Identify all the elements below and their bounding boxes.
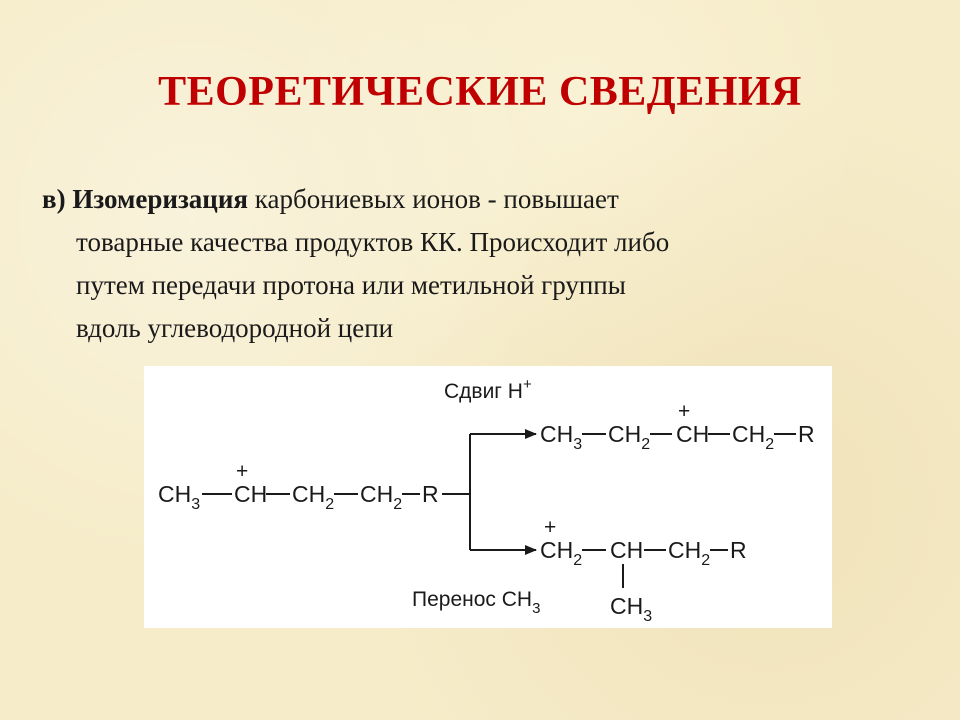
carbocation-charge: + <box>236 460 249 483</box>
carbocation-charge: + <box>678 400 691 423</box>
bottom-ch2a: $CH_2$ <box>540 537 583 569</box>
top-ch2a: $CH_2$ <box>608 421 651 453</box>
reactant-ch2b: $CH_2$ <box>360 481 403 513</box>
paragraph-line-3: путем передачи протона или метильной группы <box>76 270 626 300</box>
reaction-scheme-svg <box>144 366 832 628</box>
slide-title: ТЕОРЕТИЧЕСКИЕ СВЕДЕНИЯ <box>158 69 802 115</box>
reactant-r: R <box>422 481 439 507</box>
reactant-ch: CH <box>234 481 268 507</box>
paragraph-line-4: вдоль углеводородной цепи <box>76 313 394 343</box>
carbocation-charge: + <box>544 516 557 539</box>
bottom-ch: CH <box>610 537 644 563</box>
top-ch2b: $CH_2$ <box>732 421 775 453</box>
body-paragraph <box>42 178 902 350</box>
top-r: R <box>798 421 815 447</box>
reactant-chain <box>158 460 470 513</box>
bottom-branch-ch3: $CH_3$ <box>610 593 653 625</box>
list-marker: в) <box>42 184 66 214</box>
paragraph-line-2: товарные качества продуктов КК. Происходит либо <box>76 227 670 257</box>
reactant-ch2a: $CH_2$ <box>292 481 335 513</box>
top-ch: CH <box>676 421 710 447</box>
top-product-chain <box>540 400 815 453</box>
label-h-shift: Сдвиг H+ <box>444 376 532 403</box>
reactant-ch3: $CH_3$ <box>158 481 201 513</box>
bottom-ch2b: $CH_2$ <box>668 537 711 569</box>
paragraph-line-1 <box>42 178 902 221</box>
bottom-product-chain <box>540 516 747 625</box>
bottom-r: R <box>730 537 747 563</box>
key-term: Изомеризация <box>72 184 249 214</box>
line-1-rest: карбониевых ионов - повышает <box>248 184 619 214</box>
reaction-scheme <box>144 366 832 628</box>
label-methyl-transfer: Перенос $CH_3$ <box>412 588 541 617</box>
top-ch3: $CH_3$ <box>540 421 583 453</box>
